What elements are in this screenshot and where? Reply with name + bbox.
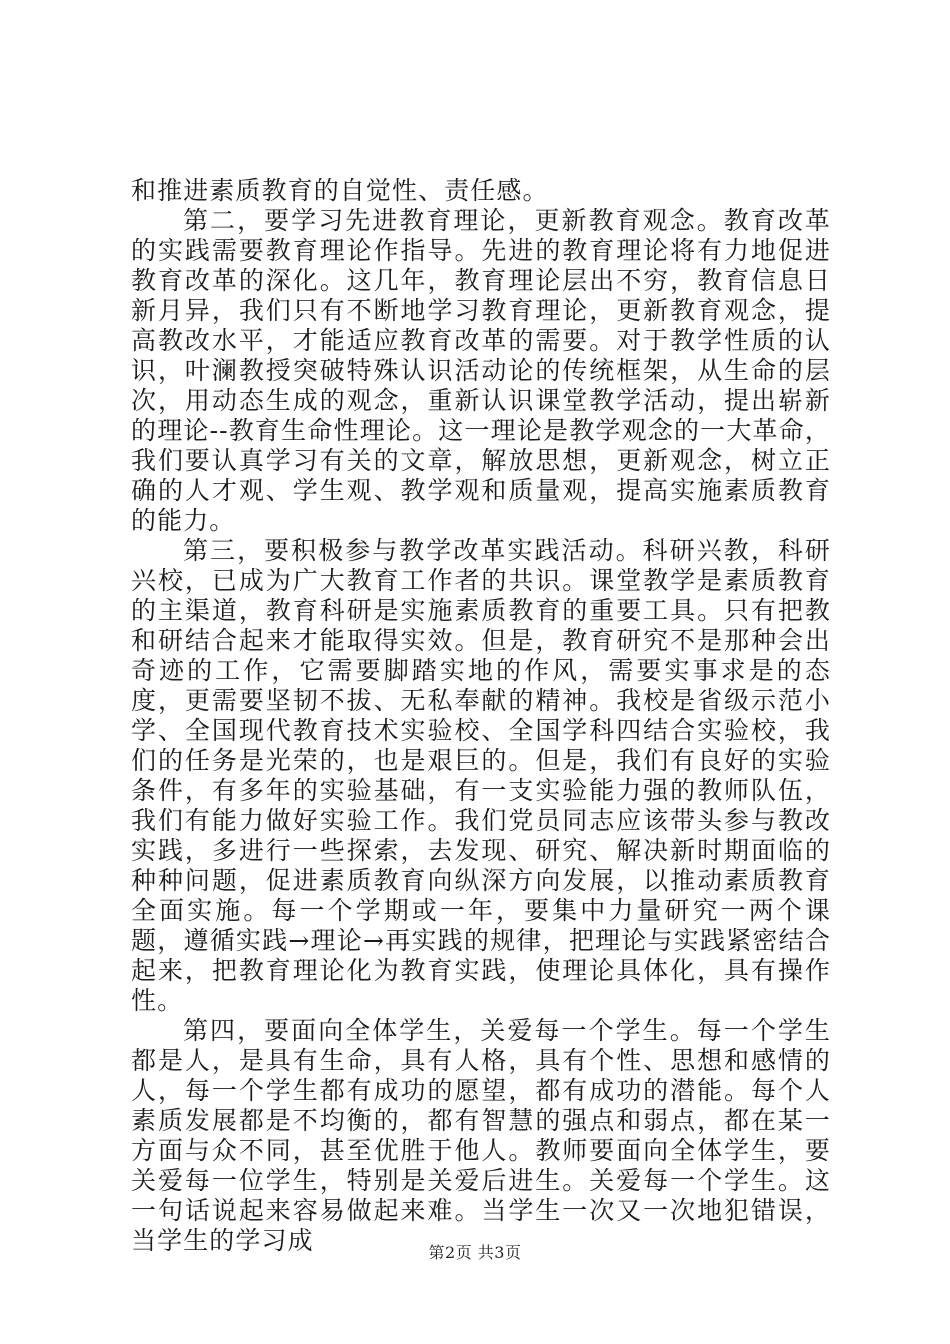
page-number-footer: 第2页 共3页	[428, 1243, 522, 1262]
paragraph-continuation: 和推进素质教育的自觉性、责任感。	[131, 176, 549, 205]
paragraph-second-point: 第二，要学习先进教育理论，更新教育观念。教育改革的实践需要教育理论作指导。先进的教育理论将有力地促进教育改革的深化。这几年，教育理论层出不穷，教育信息日新月异，我们只有不断地学习教育理论，更新教育观念，提高教改水平，才能适应教育改革的需要。对于教学性质的认识，叶澜教授突破特殊认识活动论的传统框架，从生命的层次，用动态生成的观念，重新认识课堂教学活动，提出崭新的理论--教育生命性理论。这一理论是教学观念的一大革命，我们要认真学习有关的文章，解放思想，更新观念，树立正确的人才观、学生观、教学观和质量观，提高实施素质教育的能力。	[131, 206, 831, 535]
document-body	[131, 176, 831, 1256]
paragraph-third-point: 第三，要积极参与教学改革实践活动。科研兴教，科研兴校，已成为广大教育工作者的共识。课堂教学是素质教育的主渠道，教育科研是实施素质教育的重要工具。只有把教和研结合起来才能取得实效。但是，教育研究不是那种会出奇迹的工作，它需要脚踏实地的作风，需要实事求是的态度，更需要坚韧不拔、无私奉献的精神。我校是省级示范小学、全国现代教育技术实验校、全国学科四结合实验校，我们的任务是光荣的，也是艰巨的。但是，我们有良好的实验条件，有多年的实验基础，有一支实验能力强的教师队伍，我们有能力做好实验工作。我们党员同志应该带头参与教改实践，多进行一些探索，去发现、研究、解决新时期面临的种种问题，促进素质教育向纵深方向发展，以推动素质教育全面实施。每一个学期或一年，要集中力量研究一两个课题，遵循实践→理论→再实践的规律，把理论与实践紧密结合起来，把教育理论化为教育实践，使理论具体化，具有操作性。	[131, 536, 831, 1015]
paragraph-fourth-point: 第四，要面向全体学生，关爱每一个学生。每一个学生都是人，是具有生命，具有人格，具有个性、思想和感情的人，每一个学生都有成功的愿望，都有成功的潜能。每个人素质发展都是不均衡的，都有智慧的强点和弱点，都在某一方面与众不同，甚至优胜于他人。教师要面向全体学生，要关爱每一位学生，特别是关爱后进生。关爱每一个学生。这一句话说起来容易做起来难。当学生一次又一次地犯错误，当学生的学习成	[131, 1016, 831, 1255]
